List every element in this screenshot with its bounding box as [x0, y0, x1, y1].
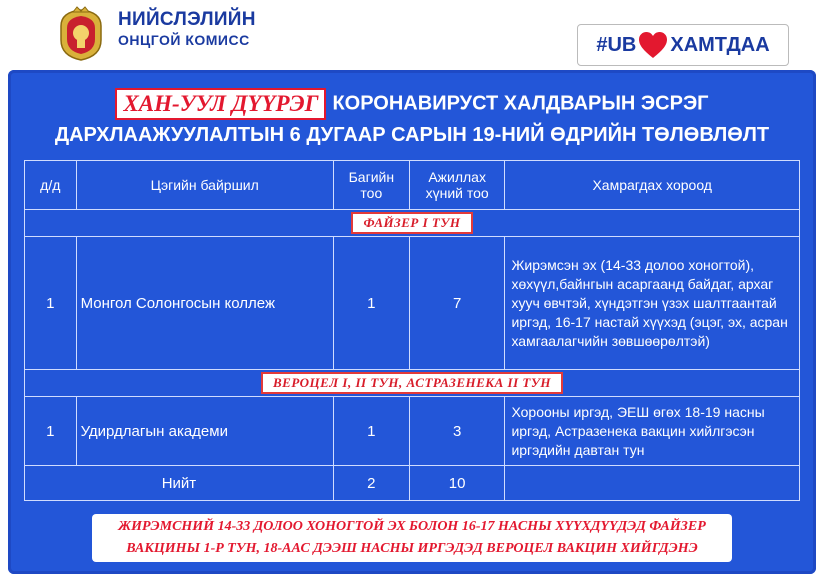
footer-line2: ВАКЦИНЫ 1-Р ТУН, 18-ААС ДЭЭШ НАСНЫ ИРГЭДЭД ВЕРОЦЕЛ ВАКЦИН ХИЙГДЭНЭ — [126, 541, 698, 556]
heart-icon — [638, 31, 668, 59]
cell-staff: 7 — [409, 237, 505, 370]
hashtag-logo — [577, 24, 789, 66]
org-name — [118, 10, 256, 48]
cell-staff: 3 — [409, 397, 505, 466]
table-row — [25, 237, 800, 370]
cell-coverage: Жирэмсэн эх (14-33 долоо хоногтой), хөхүүл,байнгын асаргаанд байдаг, архаг хууч өвчтэй, хүндэтгэн үзэх шалтгаантай иргэд, 16-17 настай хүүхэд (эцэг, эх, асран хамгаалагчийн зөвшөөрөлтэй) — [505, 237, 800, 370]
total-staff: 10 — [409, 466, 505, 501]
cell-no: 1 — [25, 397, 77, 466]
hashtag-suffix: ХАМТДАА — [670, 33, 770, 56]
header-staff: Ажиллах хүний тоо — [409, 161, 505, 210]
cell-teams: 1 — [333, 237, 409, 370]
total-teams: 2 — [333, 466, 409, 501]
header-location: Цэгийн байршил — [76, 161, 333, 210]
city-emblem-icon — [53, 6, 109, 62]
org-name-line1: НИЙСЛЭЛИЙН — [118, 9, 256, 30]
section-label: ВЕРОЦЕЛ I, II ТУН, АСТРАЗЕНЕКА II ТУН — [261, 372, 563, 394]
total-row — [25, 466, 800, 501]
header-teams: Багийн тоо — [333, 161, 409, 210]
footer-note — [92, 514, 732, 562]
footer-line1: ЖИРЭМСНИЙ 14-33 ДОЛОО ХОНОГТОЙ ЭХ БОЛОН 16-17 НАСНЫ ХҮҮХДҮҮДЭД ФАЙЗЕР — [118, 519, 706, 534]
schedule-panel — [8, 70, 816, 574]
schedule-table — [24, 160, 800, 501]
section-row — [25, 210, 800, 237]
page-title — [8, 88, 816, 151]
title-line1: КОРОНАВИРУСТ ХАЛДВАРЫН ЭСРЭГ — [332, 92, 709, 115]
total-empty — [505, 466, 800, 501]
header-no: д/д — [25, 161, 77, 210]
cell-location: Монгол Солонгосын коллеж — [76, 237, 333, 370]
total-label: Нийт — [25, 466, 334, 501]
section-row — [25, 370, 800, 397]
title-line2: ДАРХЛААЖУУЛАЛТЫН 6 ДУГААР САРЫН 19-НИЙ ӨДРИЙН ТӨЛӨВЛӨЛТ — [54, 124, 770, 146]
cell-location: Удирдлагын академи — [76, 397, 333, 466]
section-label: ФАЙЗЕР I ТУН — [351, 212, 472, 234]
district-name: ХАН-УУЛ ДҮҮРЭГ — [115, 88, 326, 120]
org-name-line2: ОНЦГОЙ КОМИСС — [118, 31, 250, 48]
table-row — [25, 397, 800, 466]
hashtag-prefix: #UB — [596, 33, 637, 56]
cell-teams: 1 — [333, 397, 409, 466]
header-coverage: Хамрагдах хороод — [505, 161, 800, 210]
table-header-row — [25, 161, 800, 210]
cell-no: 1 — [25, 237, 77, 370]
header — [0, 0, 825, 72]
cell-coverage: Хорооны иргэд, ЭЕШ өгөх 18-19 насны иргэд, Астразенека вакцин хийлгэсэн иргэдийн давтан тун — [505, 397, 800, 466]
